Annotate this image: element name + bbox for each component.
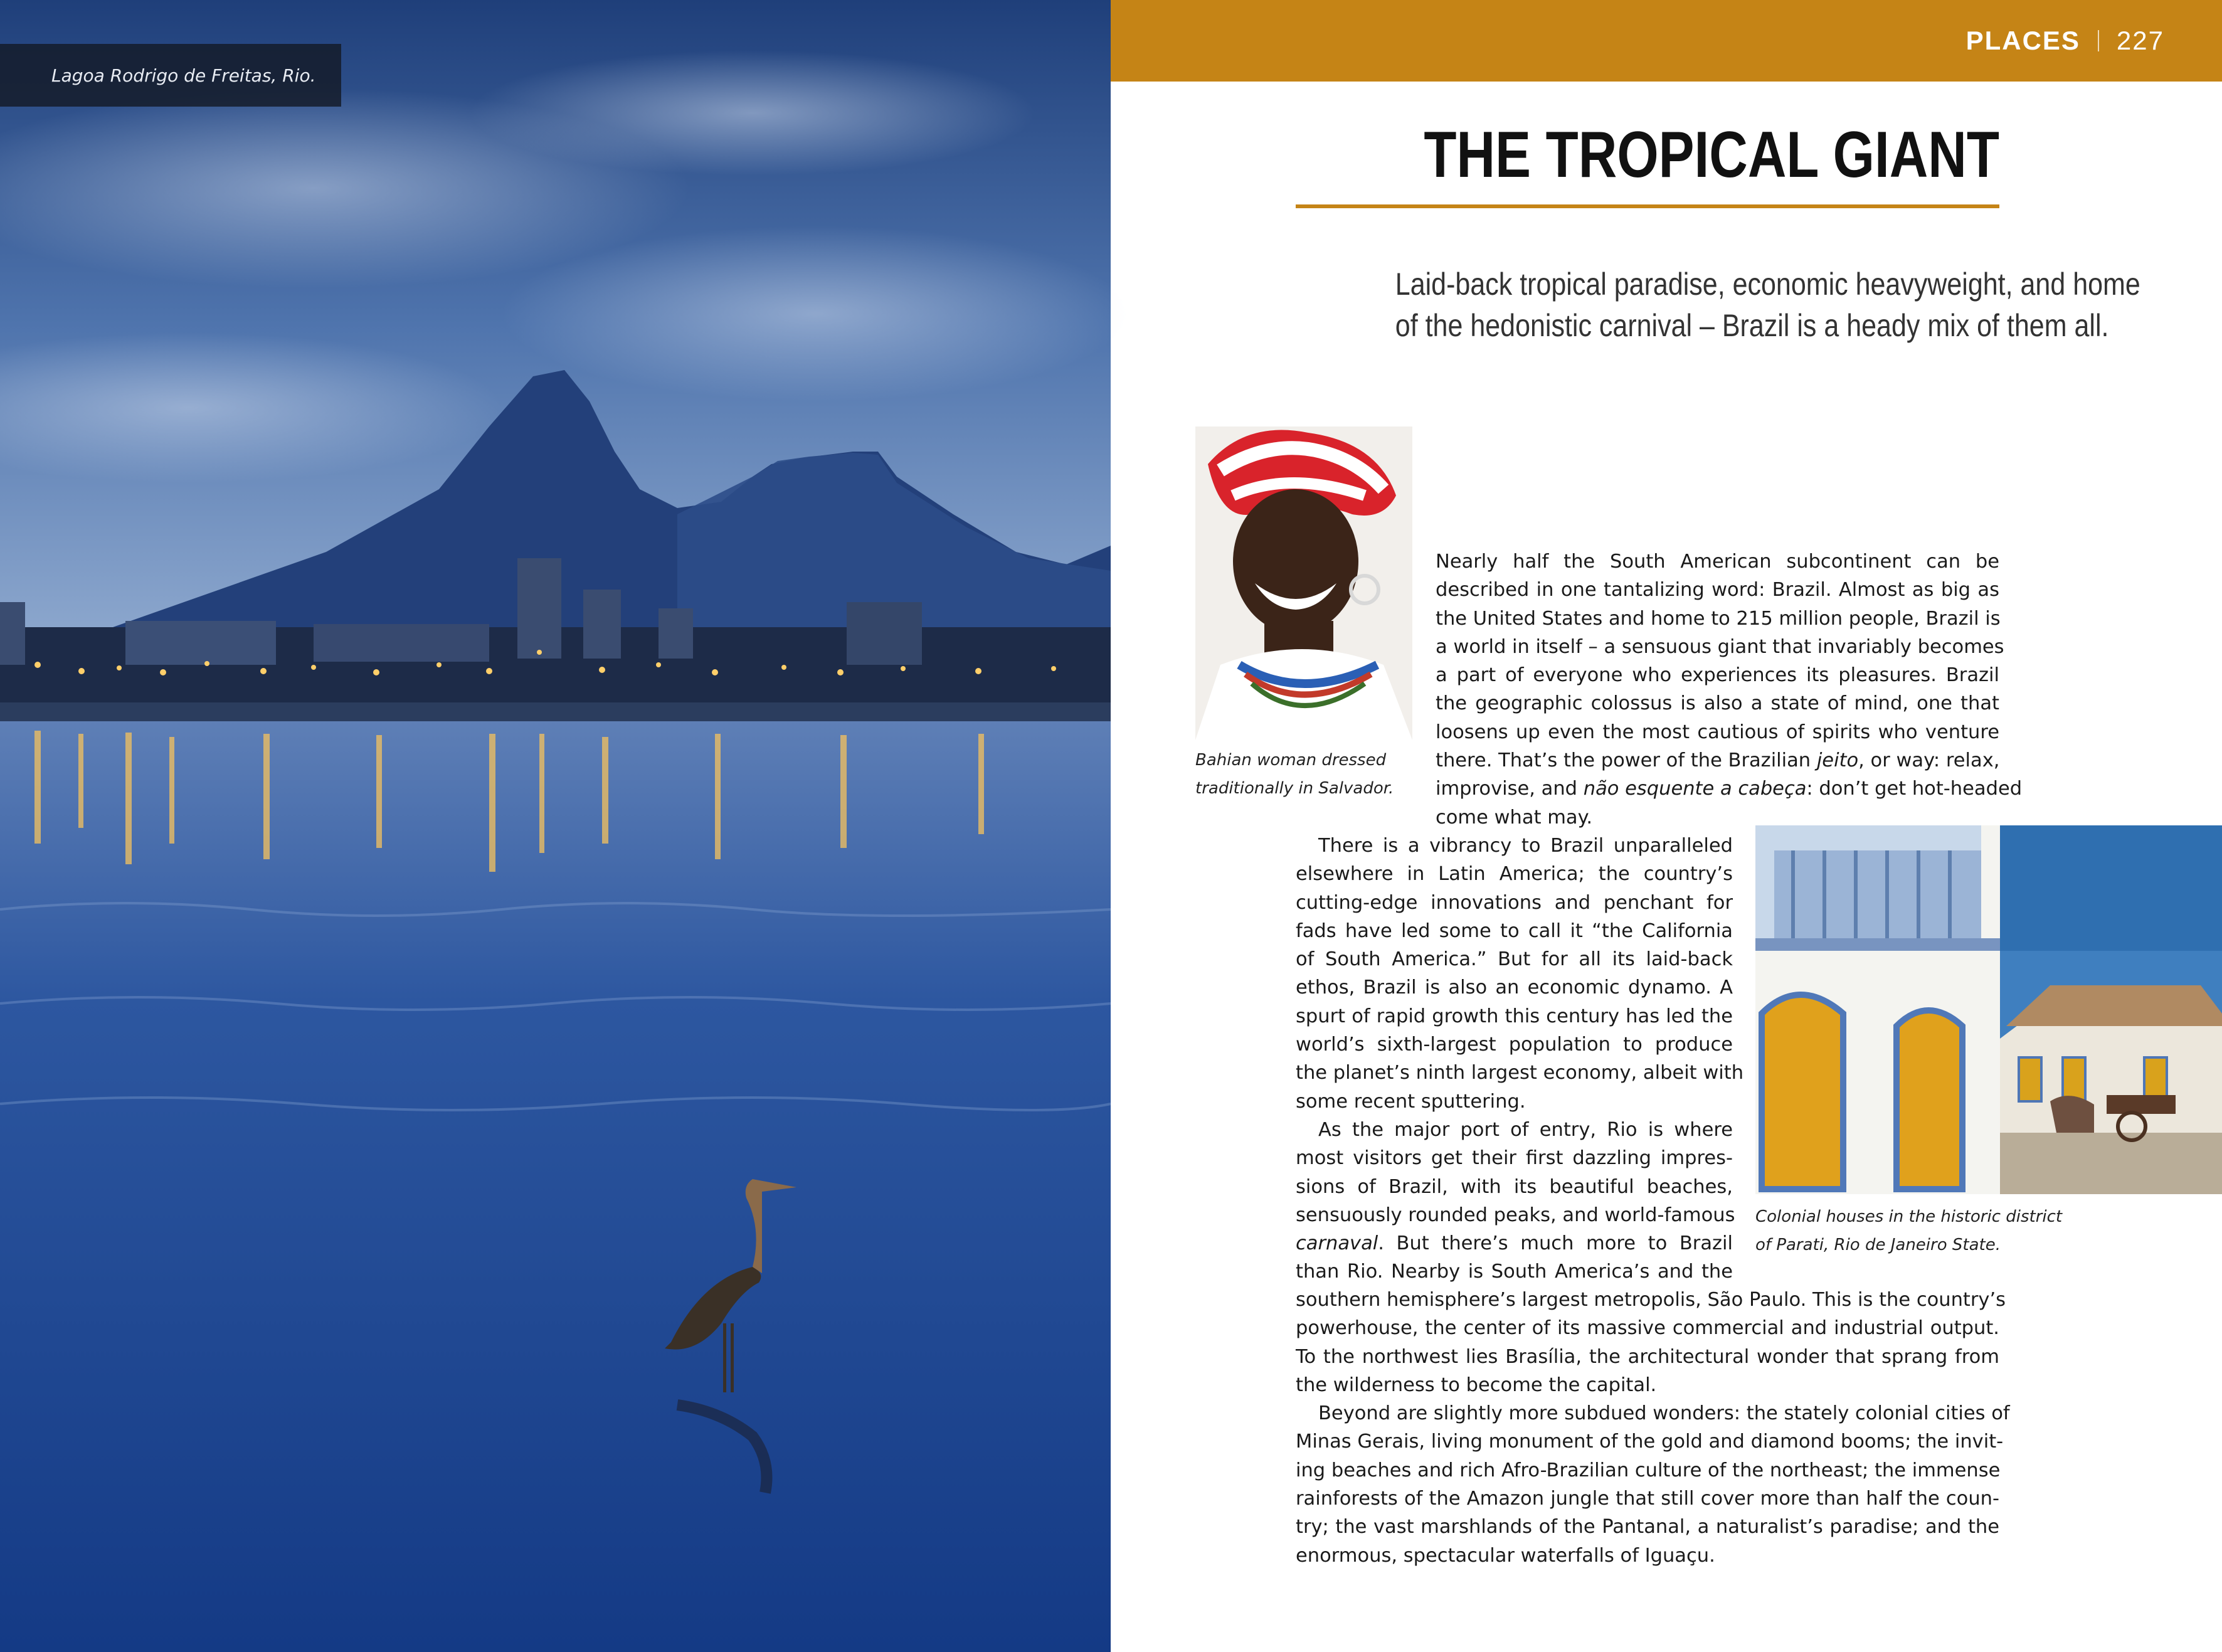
body-line: a part of everyone who experiences its pleasures. Brazil <box>1436 664 1999 687</box>
page-number: 227 <box>2116 26 2164 55</box>
parati-houses-photo <box>1755 825 2222 1194</box>
body-line: As the major port of entry, Rio is where <box>1318 1118 1733 1141</box>
body-line: Nearly half the South American subcontinent can be <box>1436 551 1999 573</box>
body-line: ethos, Brazil is also an economic dynamo. A <box>1296 977 1733 999</box>
body-line: than Rio. Nearby is South America’s and the <box>1296 1261 1733 1283</box>
header-bar <box>1111 0 2222 82</box>
body-line: the geographic colossus is also a state of mind, one that <box>1436 692 1999 715</box>
body-line: some recent sputtering. <box>1296 1090 1526 1113</box>
body-line: most visitors get their first dazzling impres- <box>1296 1147 1733 1170</box>
body-line: a world in itself – a sensuous giant that invariably becomes <box>1436 635 2004 658</box>
body-italic-term: jeito <box>1816 749 1859 772</box>
body-line: rainforests of the Amazon jungle that still cover more than half the coun- <box>1296 1488 1999 1510</box>
body-line: cutting-edge innovations and penchant for <box>1296 891 1733 914</box>
body-text-run: improvise, and <box>1436 778 1584 800</box>
woman-caption-line-1: Bahian woman dressed <box>1195 751 1387 770</box>
body-italic-term: carnaval <box>1296 1232 1378 1255</box>
page-title: THE TROPICAL GIANT <box>1424 119 1999 191</box>
body-line: the United States and home to 215 million people, Brazil is <box>1436 607 2001 630</box>
header-divider <box>2098 30 2099 51</box>
body-line: described in one tantalizing word: Brazil. Almost as big as <box>1436 579 1999 601</box>
body-line: sions of Brazil, with its beautiful beaches, <box>1296 1175 1733 1198</box>
body-line: fads have led some to call it “the California <box>1296 919 1733 942</box>
body-line-jeito <box>1436 746 1999 775</box>
houses-photo-caption <box>1755 1203 2107 1259</box>
body-line: try; the vast marshlands of the Pantanal, a naturalist’s paradise; and the <box>1296 1516 1999 1538</box>
bahian-woman-photo <box>1195 426 1412 740</box>
body-line: powerhouse, the center of its massive commercial and industrial output. <box>1296 1317 1999 1340</box>
body-text-run: , or way: relax, <box>1858 749 2000 772</box>
body-line-carnaval <box>1296 1229 1733 1258</box>
body-line: southern hemisphere’s largest metropolis, São Paulo. This is the country’s <box>1296 1289 2006 1311</box>
intro-line-1: Laid-back tropical paradise, economic heavyweight, and home <box>1395 267 2140 302</box>
section-label: PLACES <box>1965 26 2080 55</box>
body-line: the wilderness to become the capital. <box>1296 1374 1657 1396</box>
body-line: elsewhere in Latin America; the country’s <box>1296 863 1733 886</box>
body-column-b <box>1296 832 1744 1286</box>
body-line: sensuously rounded peaks, and world-famous <box>1296 1204 1735 1226</box>
body-line: world’s sixth-largest population to produce <box>1296 1034 1733 1056</box>
body-text-run: . But there’s much more to Brazil <box>1378 1232 1733 1255</box>
body-column-a <box>1436 548 2023 832</box>
body-italic-term: não esquente a cabeça <box>1583 778 1807 800</box>
body-text-run: there. That’s the power of the Brazilian <box>1436 749 1817 772</box>
intro-line-2: of the hedonistic carnival – Brazil is a heady mix of them all. <box>1395 308 2109 343</box>
woman-photo-caption <box>1195 746 1421 803</box>
body-line: loosens up even the most cautious of spirits who venture <box>1436 721 1999 743</box>
body-line: ing beaches and rich Afro-Brazilian culture of the northeast; the immense <box>1296 1459 2001 1481</box>
body-line: enormous, spectacular waterfalls of Iguaçu. <box>1296 1544 1715 1567</box>
woman-caption-line-2: traditionally in Salvador. <box>1195 779 1394 798</box>
body-line-nao <box>1436 775 2023 803</box>
intro-paragraph <box>1395 263 2140 346</box>
body-line: of South America.” But for all its laid-back <box>1296 948 1733 971</box>
running-head <box>1966 0 2164 82</box>
houses-caption-line-1: Colonial houses in the historic district <box>1755 1207 2063 1226</box>
parati-houses-illustration <box>1755 825 2222 1194</box>
body-line: Minas Gerais, living monument of the gold and diamond booms; the invit- <box>1296 1431 2004 1453</box>
title-rule <box>1296 204 1999 208</box>
bahian-woman-illustration <box>1195 426 1412 740</box>
body-line: There is a vibrancy to Brazil unparalleled <box>1318 835 1733 857</box>
houses-caption-line-2: of Parati, Rio de Janeiro State. <box>1755 1236 2001 1254</box>
body-line: To the northwest lies Brasília, the architectural wonder that sprang from <box>1296 1345 1999 1368</box>
body-line: Beyond are slightly more subdued wonders: the stately colonial cities of <box>1318 1402 2010 1425</box>
photo-caption: Lagoa Rodrigo de Freitas, Rio. <box>0 44 341 107</box>
body-line: spurt of rapid growth this century has led the <box>1296 1005 1733 1027</box>
body-text-run: : don’t get hot-headed <box>1806 778 2023 800</box>
body-line: the planet’s ninth largest economy, albeit with <box>1296 1062 1744 1084</box>
body-line: come what may. <box>1436 806 1593 829</box>
body-column-c <box>1296 1286 2010 1570</box>
